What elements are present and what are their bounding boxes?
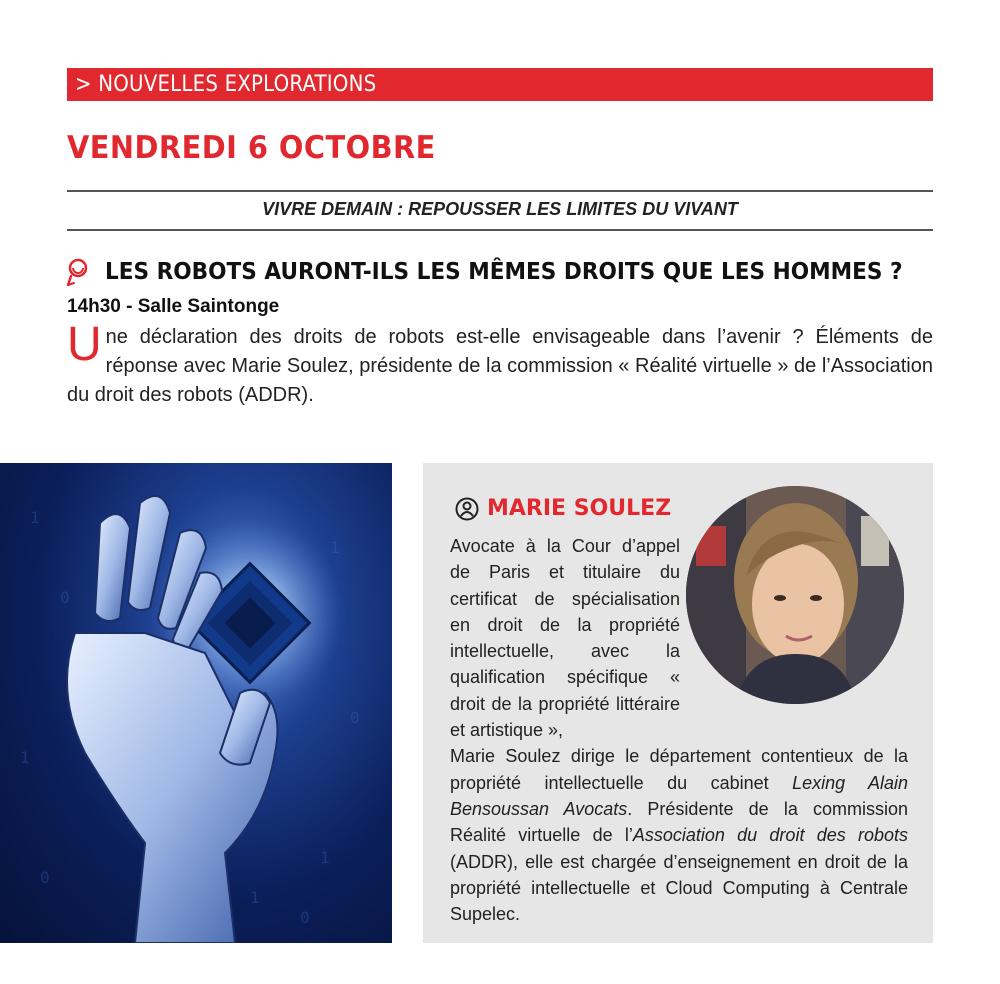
speaker-name-row [455, 496, 671, 521]
robot-hand-illustration [0, 463, 392, 943]
talk-title: LES ROBOTS AURONT-ILS LES MÊMES DROITS QUE LES HOMMES ? [105, 259, 903, 285]
bio-intro: Avocate à la Cour d’appel de Paris et titulaire du certificat de spécialisation en droit de la propriété intellectuelle, avec la qualification spécifique « droit de la propriété littéraire et artistique », [450, 536, 680, 741]
drop-cap: U [67, 318, 102, 371]
section-banner: > NOUVELLES EXPLORATIONS [67, 68, 933, 101]
description-text: ne déclaration des droits de robots est-elle envisageable dans l’avenir ? Éléments de réponse avec Marie Soulez, présidente de la commission « Réalité virtuelle » de l’Association du droit des robots (ADDR). [67, 326, 933, 406]
robot-hand-image [0, 463, 392, 943]
svg-text:1: 1 [30, 508, 40, 527]
bottom-divider [67, 229, 933, 231]
bio-firm: Lexing Alain Bensoussan Avocats [450, 772, 908, 819]
speaker-bio [450, 533, 908, 927]
microphone-icon [67, 258, 91, 286]
bio-association: Association du droit des robots [632, 825, 908, 846]
bio-part-1: Marie Soulez dirige le département contentieux de la propriété intellectuelle du cabinet [450, 746, 908, 793]
svg-text:1: 1 [20, 748, 30, 767]
event-date: VENDREDI 6 OCTOBRE [67, 130, 436, 166]
speaker-panel [423, 463, 933, 943]
talk-time: 14h30 - Salle Saintonge [67, 296, 280, 317]
svg-text:0: 0 [60, 588, 70, 607]
talk-description [67, 318, 933, 410]
top-divider [67, 190, 933, 192]
speaker-name: MARIE SOULEZ [487, 496, 672, 521]
talk-title-row [67, 258, 953, 286]
svg-text:1: 1 [320, 848, 330, 867]
svg-text:1: 1 [250, 888, 260, 907]
svg-text:0: 0 [350, 708, 360, 727]
svg-text:1: 1 [330, 538, 340, 557]
bio-part-3: (ADDR), elle est chargée d’enseignement en droit de la propriété intellectuelle et Cloud Computing à Centrale Supelec. [450, 851, 908, 925]
svg-text:0: 0 [300, 908, 310, 927]
theme-heading: VIVRE DEMAIN : REPOUSSER LES LIMITES DU VIVANT [262, 199, 738, 219]
svg-text:0: 0 [40, 868, 50, 887]
person-icon [455, 497, 479, 521]
bio-part-2: . Présidente de la commission Réalité virtuelle de l’ [450, 798, 908, 846]
